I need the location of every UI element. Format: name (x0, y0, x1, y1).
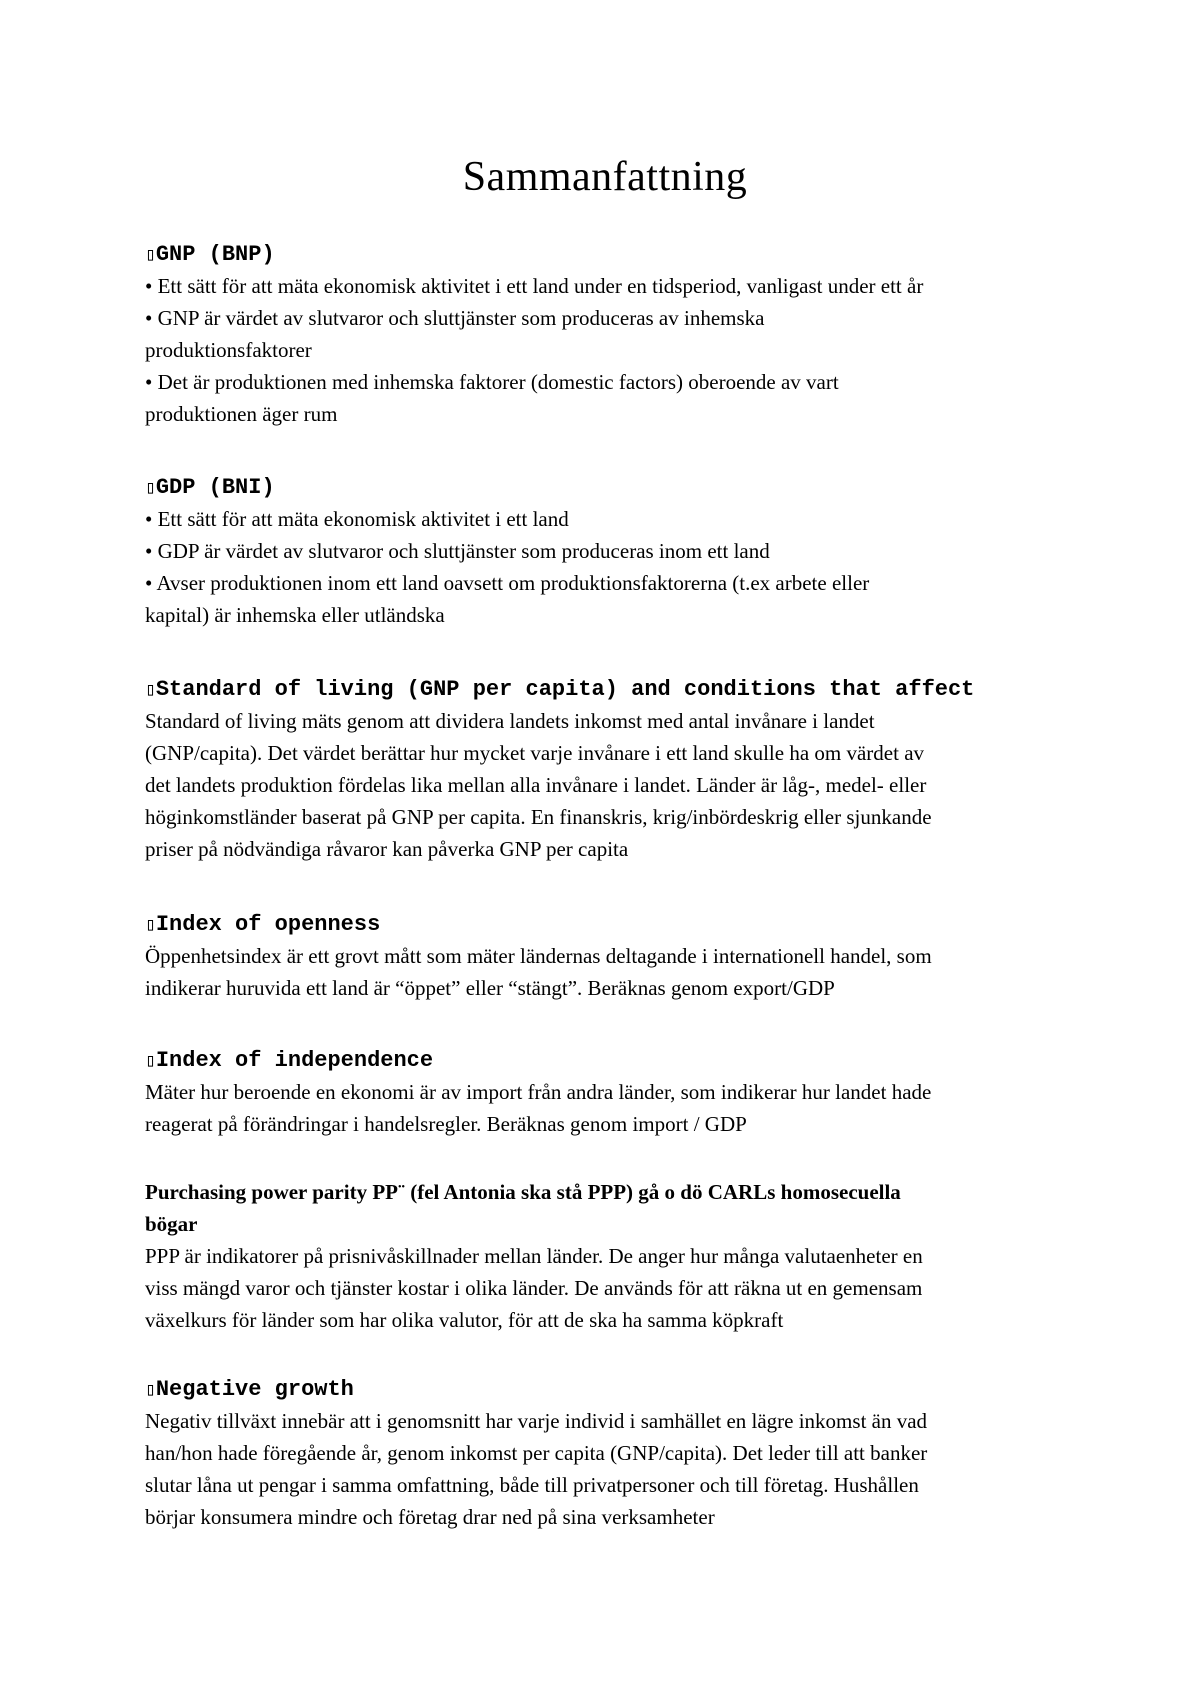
text-line: • Det är produktionen med inhemska faktorer (domestic factors) oberoende av vart (145, 370, 839, 394)
section-index-of-independence (145, 1046, 1065, 1140)
missing-glyph-icon: ▯ (145, 914, 156, 935)
missing-glyph-icon: ▯ (145, 679, 156, 700)
text-line: produktionen äger rum (145, 402, 338, 426)
text-line: han/hon hade föregående år, genom inkomst per capita (GNP/capita). Det leder till att banker (145, 1441, 928, 1465)
section-heading: bögar (145, 1212, 198, 1236)
text-line: Öppenhetsindex är ett grovt mått som mäter ländernas deltagande i internationell handel, som (145, 944, 932, 968)
text-line: • GDP är värdet av slutvaror och sluttjänster som produceras inom ett land (145, 539, 770, 563)
section-standard-of-living (145, 675, 1065, 865)
text-line: reagerat på förändringar i handelsregler. Beräknas genom import / GDP (145, 1112, 747, 1136)
text-line: viss mängd varor och tjänster kostar i olika länder. De används för att räkna ut en gemensam (145, 1276, 923, 1300)
section-heading: ▯Negative growth (145, 1377, 354, 1402)
section-heading: ▯GDP (BNI) (145, 475, 275, 500)
page-title: Sammanfattning (462, 154, 748, 200)
text-line: • GNP är värdet av slutvaror och sluttjänster som produceras av inhemska (145, 306, 765, 330)
missing-glyph-icon: ▯ (145, 1379, 156, 1400)
document-page (145, 0, 1065, 1529)
section-gnp (145, 240, 1065, 430)
text-line: Mäter hur beroende en ekonomi är av import från andra länder, som indikerar hur landet hade (145, 1080, 932, 1104)
text-line: PPP är indikatorer på prisnivåskillnader mellan länder. De anger hur många valutaenheter en (145, 1244, 923, 1268)
section-heading: ▯Index of independence (145, 1048, 434, 1073)
text-line: höginkomstländer baserat på GNP per capita. En finanskris, krig/inbördeskrig eller sjunkande (145, 805, 932, 829)
text-line: Negativ tillväxt innebär att i genomsnitt har varje individ i samhället en lägre inkomst än vad (145, 1409, 928, 1433)
section-gdp (145, 473, 1065, 631)
text-line: produktionsfaktorer (145, 338, 312, 362)
text-line: • Ett sätt för att mäta ekonomisk aktivitet i ett land under en tidsperiod, vanligast under ett år (145, 274, 924, 298)
text-line: • Avser produktionen inom ett land oavsett om produktionsfaktorerna (t.ex arbete eller (145, 571, 870, 595)
section-index-of-openness (145, 910, 1065, 1004)
text-line: det landets produktion fördelas lika mellan alla invånare i landet. Länder är låg-, medel- eller (145, 773, 927, 797)
section-heading: ▯Index of openness (145, 912, 381, 937)
text-line: indikerar huruvida ett land är “öppet” eller “stängt”. Beräknas genom export/GDP (145, 976, 835, 1000)
text-line: kapital) är inhemska eller utländska (145, 603, 445, 627)
text-line: priser på nödvändiga råvaror kan påverka GNP per capita (145, 837, 629, 861)
section-heading: ▯GNP (BNP) (145, 242, 275, 267)
text-line: slutar låna ut pengar i samma omfattning, både till privatpersoner och till företag. Hushållen (145, 1473, 919, 1497)
missing-glyph-icon: ▯ (145, 1050, 156, 1071)
section-heading: Purchasing power parity PP¨ (fel Antonia ska stå PPP) gå o dö CARLs homosecuella (145, 1180, 901, 1204)
missing-glyph-icon: ▯ (145, 477, 156, 498)
text-line: (GNP/capita). Det värdet berättar hur mycket varje invånare i ett land skulle ha om värdet av (145, 741, 925, 765)
text-line: börjar konsumera mindre och företag drar ned på sina verksamheter (145, 1505, 715, 1529)
section-ppp (145, 1176, 1065, 1336)
text-line: växelkurs för länder som har olika valutor, för att de ska ha samma köpkraft (145, 1308, 784, 1332)
text-line: Standard of living mäts genom att dividera landets inkomst med antal invånare i landet (145, 709, 875, 733)
section-heading: ▯Standard of living (GNP per capita) and conditions that affect (145, 677, 975, 702)
text-line: • Ett sätt för att mäta ekonomisk aktivitet i ett land (145, 507, 569, 531)
missing-glyph-icon: ▯ (145, 244, 156, 265)
section-negative-growth (145, 1375, 1065, 1533)
